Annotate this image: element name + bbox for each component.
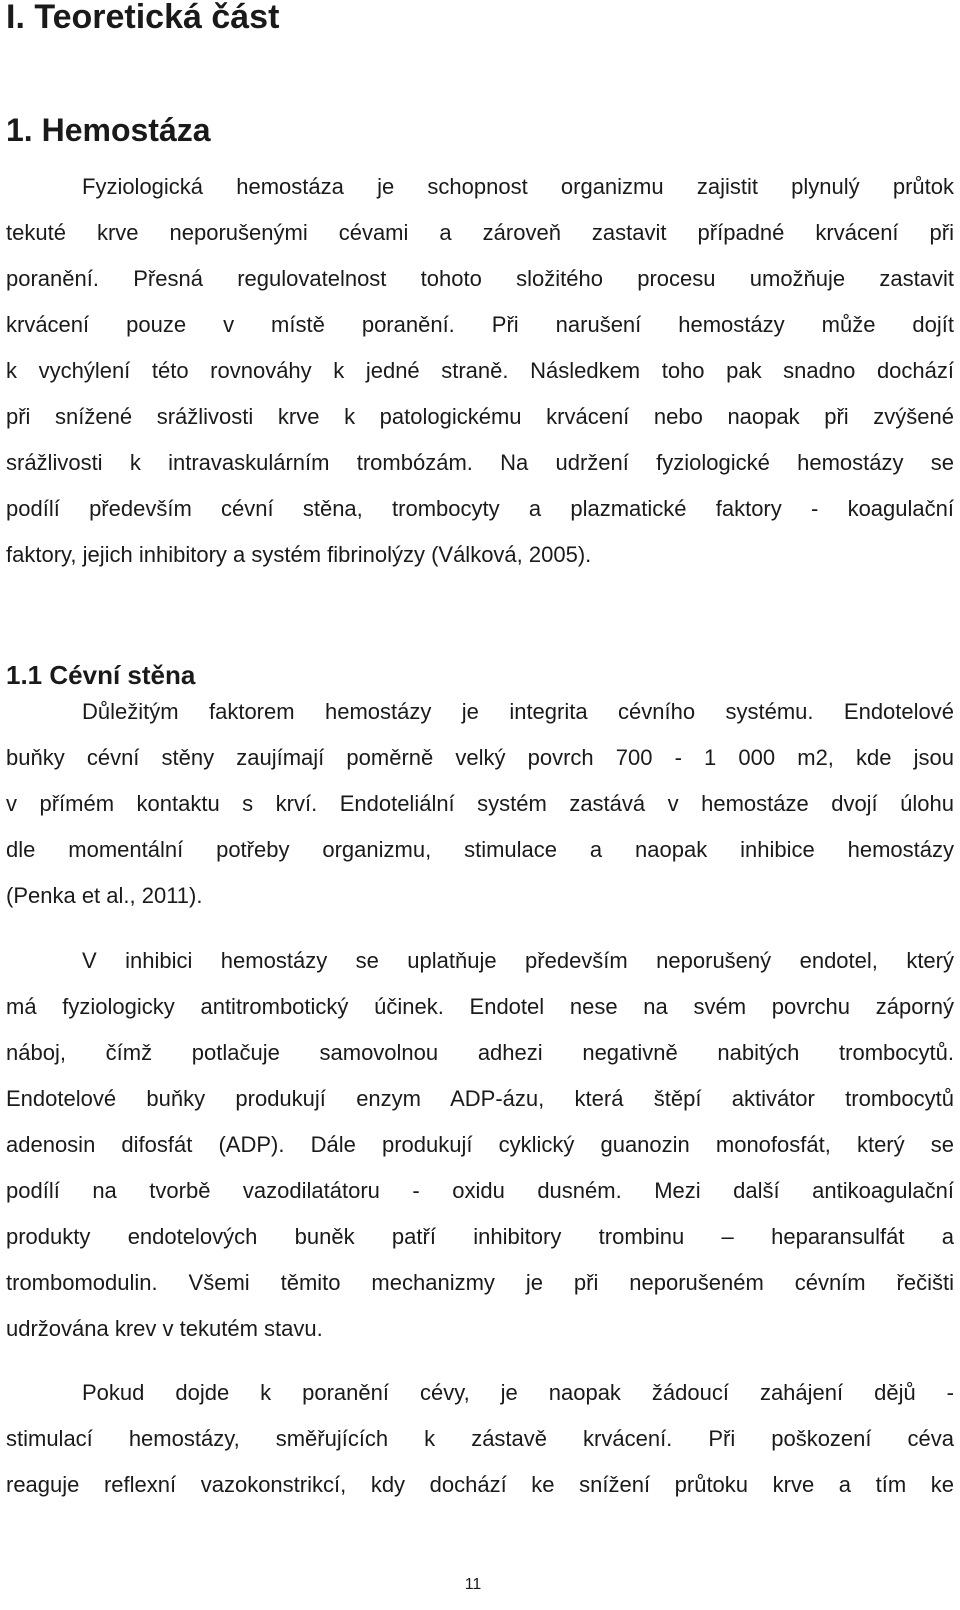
text-line: krvácení pouze v místě poranění. Při narušení hemostázy může dojít xyxy=(6,312,954,337)
text-line: dle momentální potřeby organizmu, stimulace a naopak inhibice hemostázy xyxy=(6,837,954,862)
text-line: náboj, čímž potlačuje samovolnou adhezi negativně nabitých trombocytů. xyxy=(6,1040,954,1065)
paragraph-vessel-injury xyxy=(0,1370,960,1508)
text-line: podílí především cévní stěna, trombocyty a plazmatické faktory - koagulační xyxy=(6,496,954,521)
text-line: produkty endotelových buněk patří inhibitory trombinu – heparansulfát a xyxy=(6,1224,954,1249)
text-line: trombomodulin. Všemi těmito mechanizmy je při neporušeném cévním řečišti xyxy=(6,1270,954,1295)
text-line: Pokud dojde k poranění cévy, je naopak žádoucí zahájení dějů - xyxy=(82,1380,954,1405)
text-line: (Penka et al., 2011). xyxy=(6,883,203,908)
text-line: při snížené srážlivosti krve k patologickému krvácení nebo naopak při zvýšené xyxy=(6,404,954,429)
text-line: stimulací hemostázy, směřujících k zástavě krvácení. Při poškození céva xyxy=(6,1426,954,1451)
paragraph-vessel-wall-integrity xyxy=(0,689,960,919)
part-heading: I. Teoretická část xyxy=(6,0,280,36)
text-line: Endotelové buňky produkují enzym ADP-ázu, která štěpí aktivátor trombocytů xyxy=(6,1086,954,1111)
text-line: V inhibici hemostázy se uplatňuje především neporušený endotel, který xyxy=(82,948,954,973)
text-line: faktory, jejich inhibitory a systém fibrinolýzy (Válková, 2005). xyxy=(6,542,592,567)
chapter-heading: 1. Hemostáza xyxy=(6,112,211,148)
paragraph-physiological-hemostasis xyxy=(0,164,960,578)
page-number: 11 xyxy=(464,1576,482,1593)
section-heading: 1.1 Cévní stěna xyxy=(6,660,196,690)
text-line: buňky cévní stěny zaujímají poměrně velký povrch 700 - 1 000 m2, kde jsou xyxy=(6,745,954,770)
text-line: podílí na tvorbě vazodilatátoru - oxidu dusném. Mezi další antikoagulační xyxy=(6,1178,954,1203)
text-line: má fyziologicky antitrombotický účinek. Endotel nese na svém povrchu záporný xyxy=(6,994,954,1019)
text-line: Důležitým faktorem hemostázy je integrita cévního systému. Endotelové xyxy=(82,699,954,724)
text-line: srážlivosti k intravaskulárním trombózám. Na udržení fyziologické hemostázy se xyxy=(6,450,954,475)
text-line: udržována krev v tekutém stavu. xyxy=(6,1316,323,1341)
text-line: k vychýlení této rovnováhy k jedné straně. Následkem toho pak snadno dochází xyxy=(6,358,954,383)
text-line: poranění. Přesná regulovatelnost tohoto složitého procesu umožňuje zastavit xyxy=(6,266,954,291)
text-line: v přímém kontaktu s krví. Endoteliální systém zastává v hemostáze dvojí úlohu xyxy=(6,791,954,816)
text-line: tekuté krve neporušenými cévami a zároveň zastavit případné krvácení při xyxy=(6,220,954,245)
text-line: reaguje reflexní vazokonstrikcí, kdy dochází ke snížení průtoku krve a tím ke xyxy=(6,1472,954,1497)
paragraph-hemostasis-inhibition xyxy=(0,938,960,1352)
text-line: adenosin difosfát (ADP). Dále produkují cyklický guanozin monofosfát, který se xyxy=(6,1132,954,1157)
text-line: Fyziologická hemostáza je schopnost organizmu zajistit plynulý průtok xyxy=(82,174,954,199)
